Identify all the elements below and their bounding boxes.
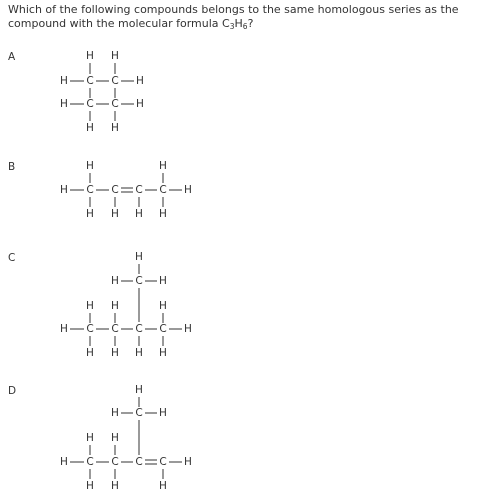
atom-h: H bbox=[136, 98, 144, 110]
atom-h: H bbox=[135, 384, 143, 396]
atom-c: C bbox=[159, 184, 167, 196]
atom-c: C bbox=[111, 98, 119, 110]
atom-h: H bbox=[86, 160, 94, 172]
atom-c: C bbox=[86, 323, 94, 335]
formula-subscript-c: 3 bbox=[229, 21, 235, 31]
formula-subscript-h: 6 bbox=[242, 21, 248, 31]
atom-h: H bbox=[60, 323, 68, 335]
atom-c: C bbox=[111, 184, 119, 196]
atom-h: H bbox=[135, 347, 143, 359]
atom-h: H bbox=[135, 208, 143, 220]
atom-h: H bbox=[111, 50, 119, 62]
atom-h: H bbox=[60, 456, 68, 468]
atom-h: H bbox=[135, 251, 143, 263]
atom-c: C bbox=[86, 98, 94, 110]
atom-c: C bbox=[159, 323, 167, 335]
atom-h: H bbox=[86, 480, 94, 492]
atom-h: H bbox=[111, 275, 119, 287]
atom-h: H bbox=[111, 407, 119, 419]
atom-h: H bbox=[111, 208, 119, 220]
option-d-label[interactable]: D bbox=[8, 385, 17, 397]
atom-h: H bbox=[159, 347, 167, 359]
atom-h: H bbox=[184, 323, 192, 335]
atom-h: H bbox=[184, 184, 192, 196]
atom-h: H bbox=[136, 75, 144, 87]
atom-c: C bbox=[86, 456, 94, 468]
atom-h: H bbox=[159, 480, 167, 492]
atom-h: H bbox=[184, 456, 192, 468]
question-mark: ? bbox=[247, 16, 254, 30]
atom-h: H bbox=[60, 98, 68, 110]
atom-c: C bbox=[111, 323, 119, 335]
atom-h: H bbox=[159, 208, 167, 220]
atom-h: H bbox=[86, 50, 94, 62]
atom-h: H bbox=[60, 184, 68, 196]
atom-c: C bbox=[135, 323, 143, 335]
option-b-label[interactable]: B bbox=[8, 161, 16, 173]
formula-h: H bbox=[234, 16, 243, 30]
atom-c: C bbox=[111, 75, 119, 87]
atom-c: C bbox=[111, 456, 119, 468]
atom-h: H bbox=[159, 300, 167, 312]
atom-h: H bbox=[111, 300, 119, 312]
atom-h: H bbox=[86, 122, 94, 134]
atom-h: H bbox=[111, 432, 119, 444]
atom-h: H bbox=[159, 160, 167, 172]
atom-c: C bbox=[135, 456, 143, 468]
question-stem: Which of the following compounds belongs to the same homologous series as the compound with the molecular formula C bbox=[8, 3, 459, 30]
atom-h: H bbox=[60, 75, 68, 87]
atom-c: C bbox=[135, 407, 143, 419]
atom-c: C bbox=[135, 184, 143, 196]
atom-h: H bbox=[159, 407, 167, 419]
atom-c: C bbox=[86, 184, 94, 196]
atom-h: H bbox=[86, 208, 94, 220]
atom-h: H bbox=[86, 347, 94, 359]
atom-h: H bbox=[111, 480, 119, 492]
atom-c: C bbox=[159, 456, 167, 468]
atom-h: H bbox=[159, 275, 167, 287]
atom-h: H bbox=[111, 347, 119, 359]
atom-h: H bbox=[86, 300, 94, 312]
atom-c: C bbox=[135, 275, 143, 287]
option-c-label[interactable]: C bbox=[8, 252, 16, 264]
atom-h: H bbox=[86, 432, 94, 444]
atom-h: H bbox=[111, 122, 119, 134]
option-a-label[interactable]: A bbox=[8, 51, 16, 63]
atom-c: C bbox=[86, 75, 94, 87]
